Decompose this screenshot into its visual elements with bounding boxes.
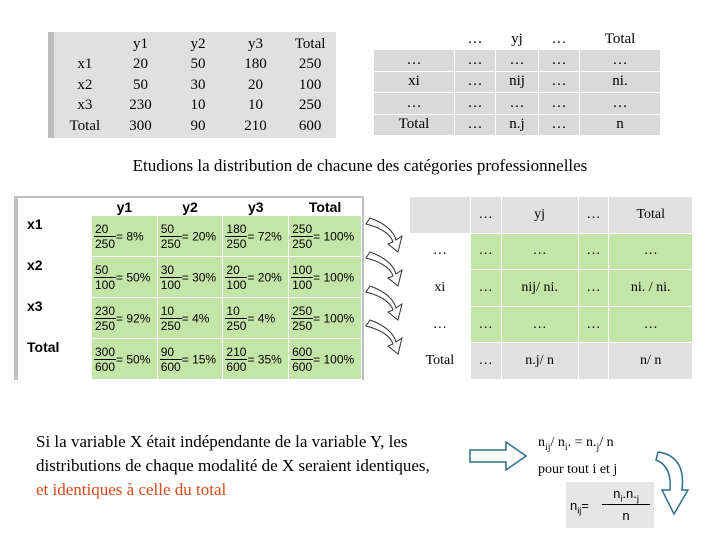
table-row bbox=[58, 116, 336, 137]
percentage: = 4% bbox=[181, 311, 210, 325]
percentage: = 20% bbox=[181, 229, 217, 243]
row-label: Total bbox=[19, 339, 92, 380]
table-cell: … bbox=[454, 50, 495, 71]
table4-grid bbox=[409, 196, 693, 380]
fraction-cell bbox=[223, 298, 289, 339]
percentage: = 15% bbox=[181, 352, 217, 366]
table-row bbox=[410, 233, 693, 270]
column-header: yj bbox=[495, 29, 538, 50]
fraction-cell bbox=[289, 339, 362, 380]
table-cell: … bbox=[470, 343, 501, 380]
denominator: 250 bbox=[226, 318, 247, 333]
fraction-cell bbox=[223, 339, 289, 380]
denominator: 600 bbox=[226, 359, 247, 374]
percentage: = 4% bbox=[247, 311, 276, 325]
numerator: 600 bbox=[292, 344, 313, 359]
curved-down-arrow-icon bbox=[652, 446, 692, 522]
right-arrow-icon bbox=[468, 440, 528, 472]
table-cell: xi bbox=[410, 270, 471, 307]
table-cell: 50 bbox=[190, 56, 206, 73]
table-cell: … bbox=[495, 50, 538, 71]
column-header: … bbox=[539, 29, 580, 50]
table2-grid bbox=[373, 28, 661, 136]
fraction bbox=[160, 304, 182, 333]
row-profile-generic-table bbox=[409, 196, 693, 380]
column-header: Total bbox=[580, 29, 661, 50]
table-cell: … bbox=[501, 306, 578, 343]
table-cell: 100 bbox=[298, 76, 322, 93]
denominator: 600 bbox=[95, 359, 116, 374]
row-label: x2 bbox=[19, 257, 92, 298]
denominator: 100 bbox=[226, 277, 247, 292]
numerator: 20 bbox=[225, 263, 247, 278]
table-cell: … bbox=[578, 270, 609, 307]
denominator: 100 bbox=[95, 277, 116, 292]
table-cell: n bbox=[580, 114, 661, 135]
table-row bbox=[374, 50, 661, 71]
percentage: = 92% bbox=[116, 311, 151, 325]
row-label: x1 bbox=[77, 56, 93, 73]
fraction bbox=[160, 222, 182, 251]
table-row bbox=[410, 270, 693, 307]
row-label: x1 bbox=[19, 216, 92, 257]
percentage: = 30% bbox=[181, 270, 217, 284]
percentage: = 35% bbox=[247, 352, 282, 366]
table-row bbox=[58, 75, 336, 96]
percentage: = 100% bbox=[313, 270, 355, 284]
fraction bbox=[160, 263, 182, 292]
numerator: 10 bbox=[225, 304, 247, 319]
column-header: y1 bbox=[92, 199, 158, 216]
numerator: 100 bbox=[292, 262, 313, 277]
fraction-cell bbox=[223, 216, 289, 257]
percentage: = 100% bbox=[313, 229, 355, 243]
table-cell: … bbox=[609, 233, 693, 270]
table-row bbox=[410, 306, 693, 343]
numerator: 230 bbox=[95, 303, 116, 318]
table-cell: … bbox=[539, 114, 580, 135]
percentage: = 50% bbox=[116, 352, 151, 366]
percentage: = 72% bbox=[247, 229, 282, 243]
formula-line2: pour tout i et j bbox=[538, 461, 618, 477]
fraction-cell bbox=[289, 216, 362, 257]
column-header bbox=[19, 199, 92, 216]
table-cell: … bbox=[501, 233, 578, 270]
statement-highlight: et identiques à celle du total bbox=[36, 480, 227, 499]
table-row bbox=[410, 343, 693, 380]
denominator: 250 bbox=[292, 236, 313, 251]
contingency-table-generic bbox=[373, 28, 661, 136]
table-cell: 210 bbox=[244, 117, 267, 134]
column-header: … bbox=[470, 197, 501, 234]
table-cell: … bbox=[495, 93, 538, 114]
table-cell: 230 bbox=[129, 97, 152, 114]
table-cell: ni. bbox=[580, 71, 661, 92]
table-cell: … bbox=[539, 93, 580, 114]
fraction-cell bbox=[223, 257, 289, 298]
denominator: 250 bbox=[95, 236, 116, 251]
numerator: 30 bbox=[160, 263, 182, 278]
numerator: 250 bbox=[292, 221, 313, 236]
fraction bbox=[225, 345, 247, 374]
fraction-cell bbox=[92, 298, 158, 339]
table-cell: 10 bbox=[247, 97, 263, 114]
formula-den: n bbox=[622, 508, 630, 523]
percentage: = 20% bbox=[247, 270, 282, 284]
fraction-cell bbox=[92, 257, 158, 298]
column-header: yj bbox=[501, 197, 578, 234]
column-header: … bbox=[578, 197, 609, 234]
table-row bbox=[19, 216, 362, 257]
fraction-cell bbox=[157, 298, 223, 339]
formula-line1: $n_{ij}/$ $n_i$. = $n._j/$ n bbox=[538, 435, 614, 453]
formula-lhs: $n_{ij}=$ bbox=[570, 498, 589, 516]
table-cell: Total bbox=[374, 114, 455, 135]
table-cell bbox=[578, 343, 609, 380]
table-cell: 50 bbox=[132, 76, 148, 93]
fraction bbox=[225, 222, 247, 251]
fraction bbox=[94, 263, 116, 292]
table-cell: … bbox=[539, 50, 580, 71]
fraction bbox=[94, 304, 116, 333]
table-cell: xi bbox=[374, 71, 455, 92]
column-header: Total bbox=[609, 197, 693, 234]
numerator: 20 bbox=[94, 222, 116, 237]
table-cell: … bbox=[470, 270, 501, 307]
curved-arrow-icon bbox=[366, 218, 402, 252]
table-cell: … bbox=[539, 71, 580, 92]
fraction-cell bbox=[157, 257, 223, 298]
table-row bbox=[19, 339, 362, 380]
column-header: y3 bbox=[247, 35, 263, 52]
table-row bbox=[58, 96, 336, 117]
curved-arrows bbox=[362, 212, 412, 362]
percentage: = 50% bbox=[116, 270, 151, 284]
column-header: … bbox=[454, 29, 495, 50]
fraction bbox=[225, 304, 247, 333]
denominator: 100 bbox=[160, 277, 181, 292]
table-cell: … bbox=[454, 93, 495, 114]
fraction bbox=[94, 345, 116, 374]
fraction-cell bbox=[92, 339, 158, 380]
independence-statement bbox=[36, 430, 436, 502]
denominator: 250 bbox=[292, 318, 313, 333]
table-cell: ni. / ni. bbox=[609, 270, 693, 307]
table-row bbox=[58, 55, 336, 76]
table-cell: 90 bbox=[190, 117, 206, 134]
denominator: 250 bbox=[160, 318, 181, 333]
table-cell: n.j/ n bbox=[501, 343, 578, 380]
table-row bbox=[19, 257, 362, 298]
fraction-cell bbox=[92, 216, 158, 257]
numerator: 300 bbox=[95, 344, 116, 359]
percentage: = 100% bbox=[313, 311, 355, 325]
table-cell: … bbox=[410, 306, 471, 343]
denominator: 250 bbox=[160, 236, 181, 251]
table-cell: 250 bbox=[298, 56, 322, 73]
table-row bbox=[374, 114, 661, 135]
fraction-cell bbox=[157, 216, 223, 257]
table-cell: n/ n bbox=[609, 343, 693, 380]
contingency-table-values bbox=[48, 32, 336, 138]
table-cell: 180 bbox=[244, 56, 267, 73]
table-row bbox=[19, 298, 362, 339]
curved-arrow-icon bbox=[366, 286, 402, 320]
denominator: 250 bbox=[95, 318, 116, 333]
row-label: Total bbox=[69, 117, 101, 134]
statement-main: Si la variable X était indépendante de la variable Y, les distributions de chaque modalité de X seraient identiques, bbox=[36, 432, 430, 475]
column-header bbox=[410, 197, 471, 234]
table-cell: … bbox=[374, 50, 455, 71]
row-profile-table bbox=[14, 196, 364, 380]
numerator: 90 bbox=[160, 345, 182, 360]
numerator: 10 bbox=[160, 304, 182, 319]
fraction bbox=[225, 263, 247, 292]
column-header: y3 bbox=[223, 199, 289, 216]
fraction-cell bbox=[289, 298, 362, 339]
percentage: = 100% bbox=[313, 352, 355, 366]
table-cell: … bbox=[470, 306, 501, 343]
column-header: y2 bbox=[157, 199, 223, 216]
table-cell: … bbox=[454, 71, 495, 92]
table3-grid bbox=[18, 198, 362, 380]
table-cell: … bbox=[470, 233, 501, 270]
row-label: x3 bbox=[77, 97, 93, 114]
table-cell: … bbox=[580, 93, 661, 114]
section-heading: Etudions la distribution de chacune des catégories professionnelles bbox=[132, 156, 588, 175]
table-cell: nij bbox=[495, 71, 538, 92]
denominator: 600 bbox=[292, 359, 313, 374]
table-cell: … bbox=[374, 93, 455, 114]
fraction bbox=[94, 222, 116, 251]
denominator: 250 bbox=[226, 236, 247, 251]
fraction bbox=[291, 222, 313, 251]
independence-formula bbox=[538, 432, 668, 481]
table-left-bar bbox=[48, 32, 54, 138]
table-cell: … bbox=[609, 306, 693, 343]
numerator: 50 bbox=[94, 263, 116, 278]
column-header bbox=[58, 34, 112, 55]
fraction-cell bbox=[289, 257, 362, 298]
table-cell: … bbox=[578, 306, 609, 343]
table-cell: 250 bbox=[298, 97, 322, 114]
column-header: Total bbox=[289, 199, 362, 216]
table1-grid bbox=[58, 34, 336, 137]
table-row bbox=[374, 93, 661, 114]
percentage: = 8% bbox=[116, 229, 144, 243]
table-cell: 20 bbox=[247, 76, 263, 93]
table-cell: … bbox=[580, 50, 661, 71]
fraction-cell bbox=[157, 339, 223, 380]
fraction bbox=[160, 345, 182, 374]
formula-num: $n_i.n._j$ bbox=[602, 486, 650, 505]
table-cell: 30 bbox=[190, 76, 206, 93]
table-cell: n.j bbox=[495, 114, 538, 135]
curved-arrow-icon bbox=[366, 252, 402, 286]
table-row bbox=[374, 71, 661, 92]
table-cell: … bbox=[410, 233, 471, 270]
numerator: 180 bbox=[226, 221, 247, 236]
fraction bbox=[291, 263, 313, 292]
table-cell: 300 bbox=[129, 117, 152, 134]
table-cell: nij/ ni. bbox=[501, 270, 578, 307]
numerator: 50 bbox=[160, 222, 182, 237]
column-header bbox=[374, 29, 455, 50]
table-cell: … bbox=[578, 233, 609, 270]
table-cell: … bbox=[454, 114, 495, 135]
row-label: x3 bbox=[19, 298, 92, 339]
column-header: y1 bbox=[132, 35, 148, 52]
denominator: 100 bbox=[292, 277, 313, 292]
column-header: y2 bbox=[190, 35, 206, 52]
table-cell: Total bbox=[410, 343, 471, 380]
numerator: 250 bbox=[292, 303, 313, 318]
table-cell: 10 bbox=[190, 97, 206, 114]
formula-box bbox=[566, 482, 654, 528]
column-header: Total bbox=[294, 35, 326, 52]
fraction bbox=[291, 345, 313, 374]
row-label: x2 bbox=[77, 76, 93, 93]
table-cell: 600 bbox=[298, 117, 322, 134]
numerator: 210 bbox=[226, 344, 247, 359]
curved-arrow-icon bbox=[366, 320, 402, 354]
table-cell: 20 bbox=[132, 56, 148, 73]
denominator: 600 bbox=[160, 359, 181, 374]
fraction bbox=[291, 304, 313, 333]
